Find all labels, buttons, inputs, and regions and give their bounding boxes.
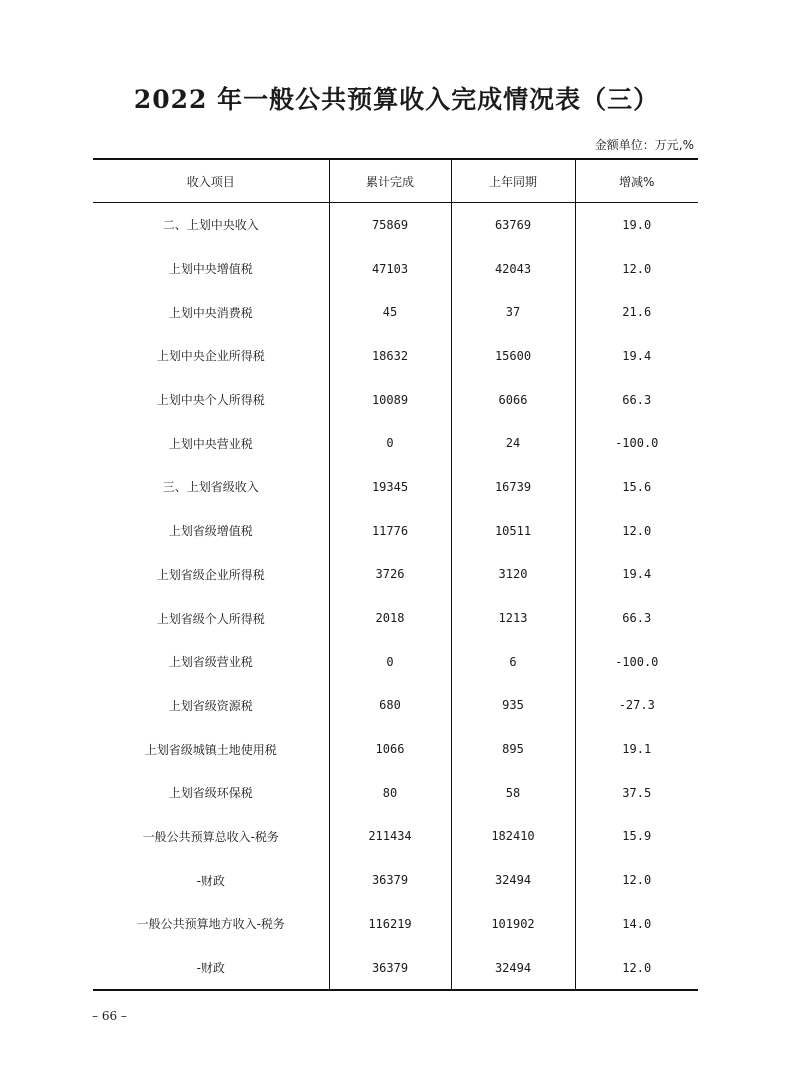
row-last-year-cell: 15600 [451, 334, 575, 378]
table-row [93, 290, 698, 334]
row-cumulative-cell: 80 [329, 771, 451, 815]
row-item-cell: 上划省级增值税 [168, 524, 253, 539]
row-last-year-cell: 63769 [451, 203, 575, 247]
row-cumulative-cell: 10089 [329, 378, 451, 422]
row-item-cell: 上划省级环保税 [168, 786, 253, 801]
row-change-cell: -27.3 [575, 684, 698, 728]
table-body [93, 203, 698, 991]
row-cumulative-cell: 3726 [329, 553, 451, 597]
table-row [93, 553, 698, 597]
unit-label: 金额单位：万元,% [594, 138, 694, 152]
row-last-year-cell: 6066 [451, 378, 575, 422]
row-change-cell: 21.6 [575, 290, 698, 334]
row-cumulative-cell: 75869 [329, 203, 451, 247]
row-cumulative-cell: 36379 [329, 946, 451, 991]
table-row [93, 509, 698, 553]
header-change: 增减% [575, 159, 698, 203]
header-last-year: 上年同期 [451, 159, 575, 203]
table-row [93, 465, 698, 509]
row-cumulative-cell: 2018 [329, 596, 451, 640]
row-change-cell: 66.3 [575, 378, 698, 422]
row-last-year-cell: 1213 [451, 596, 575, 640]
row-change-cell: -100.0 [575, 421, 698, 465]
row-last-year-cell: 101902 [451, 902, 575, 946]
row-item-cell: 上划省级营业税 [168, 655, 253, 670]
row-cumulative-cell: 11776 [329, 509, 451, 553]
page-title: 2022 年一般公共预算收入完成情况表（三） [133, 85, 660, 114]
row-item-cell: 上划省级个人所得税 [156, 611, 265, 626]
table-row [93, 727, 698, 771]
row-change-cell: 12.0 [575, 247, 698, 291]
row-item-cell: -财政 [196, 873, 225, 888]
row-change-cell: 15.9 [575, 815, 698, 859]
row-item-cell: 上划中央个人所得税 [156, 393, 265, 408]
table-row [93, 640, 698, 684]
row-item-cell: 二、上划中央收入 [162, 218, 259, 233]
table-row [93, 902, 698, 946]
table-row [93, 247, 698, 291]
row-last-year-cell: 16739 [451, 465, 575, 509]
row-change-cell: 37.5 [575, 771, 698, 815]
header-item: 收入项目 [93, 159, 329, 203]
row-change-cell: 12.0 [575, 858, 698, 902]
row-change-cell: 66.3 [575, 596, 698, 640]
row-last-year-cell: 32494 [451, 946, 575, 991]
row-last-year-cell: 6 [451, 640, 575, 684]
row-cumulative-cell: 680 [329, 684, 451, 728]
row-last-year-cell: 935 [451, 684, 575, 728]
row-last-year-cell: 24 [451, 421, 575, 465]
row-change-cell: 19.1 [575, 727, 698, 771]
row-item-cell: 上划省级企业所得税 [156, 567, 265, 582]
row-last-year-cell: 10511 [451, 509, 575, 553]
row-change-cell: 19.0 [575, 203, 698, 247]
row-item-cell: 一般公共预算地方收入-税务 [136, 917, 285, 932]
row-change-cell: -100.0 [575, 640, 698, 684]
row-cumulative-cell: 47103 [329, 247, 451, 291]
revenue-table [93, 158, 698, 991]
row-item-cell: 上划省级资源税 [168, 698, 253, 713]
table-row [93, 684, 698, 728]
row-cumulative-cell: 0 [329, 421, 451, 465]
row-last-year-cell: 3120 [451, 553, 575, 597]
table-row [93, 334, 698, 378]
row-change-cell: 19.4 [575, 334, 698, 378]
row-item-cell: 三、上划省级收入 [162, 480, 259, 495]
row-cumulative-cell: 19345 [329, 465, 451, 509]
row-change-cell: 12.0 [575, 509, 698, 553]
row-last-year-cell: 32494 [451, 858, 575, 902]
table-row [93, 596, 698, 640]
row-cumulative-cell: 36379 [329, 858, 451, 902]
table-row [93, 815, 698, 859]
header-cumulative: 累计完成 [329, 159, 451, 203]
row-last-year-cell: 58 [451, 771, 575, 815]
row-change-cell: 19.4 [575, 553, 698, 597]
row-cumulative-cell: 211434 [329, 815, 451, 859]
row-item-cell: 上划中央企业所得税 [156, 349, 265, 364]
row-last-year-cell: 42043 [451, 247, 575, 291]
page-number: – 66 – [92, 1009, 127, 1023]
row-last-year-cell: 182410 [451, 815, 575, 859]
row-cumulative-cell: 45 [329, 290, 451, 334]
table-row [93, 771, 698, 815]
row-item-cell: 上划中央增值税 [168, 262, 253, 277]
table-row [93, 858, 698, 902]
row-change-cell: 14.0 [575, 902, 698, 946]
row-item-cell: 一般公共预算总收入-税务 [142, 829, 279, 844]
row-item-cell: 上划中央营业税 [168, 436, 253, 451]
row-cumulative-cell: 1066 [329, 727, 451, 771]
table-row [93, 378, 698, 422]
row-cumulative-cell: 116219 [329, 902, 451, 946]
row-item-cell: 上划中央消费税 [168, 305, 253, 320]
row-change-cell: 12.0 [575, 946, 698, 991]
row-item-cell: -财政 [196, 961, 225, 976]
row-item-cell: 上划省级城镇土地使用税 [144, 742, 277, 757]
row-cumulative-cell: 0 [329, 640, 451, 684]
row-cumulative-cell: 18632 [329, 334, 451, 378]
row-last-year-cell: 895 [451, 727, 575, 771]
row-change-cell: 15.6 [575, 465, 698, 509]
table-row [93, 203, 698, 247]
table-header-row [93, 159, 698, 203]
row-last-year-cell: 37 [451, 290, 575, 334]
table-row [93, 421, 698, 465]
table-row [93, 946, 698, 991]
